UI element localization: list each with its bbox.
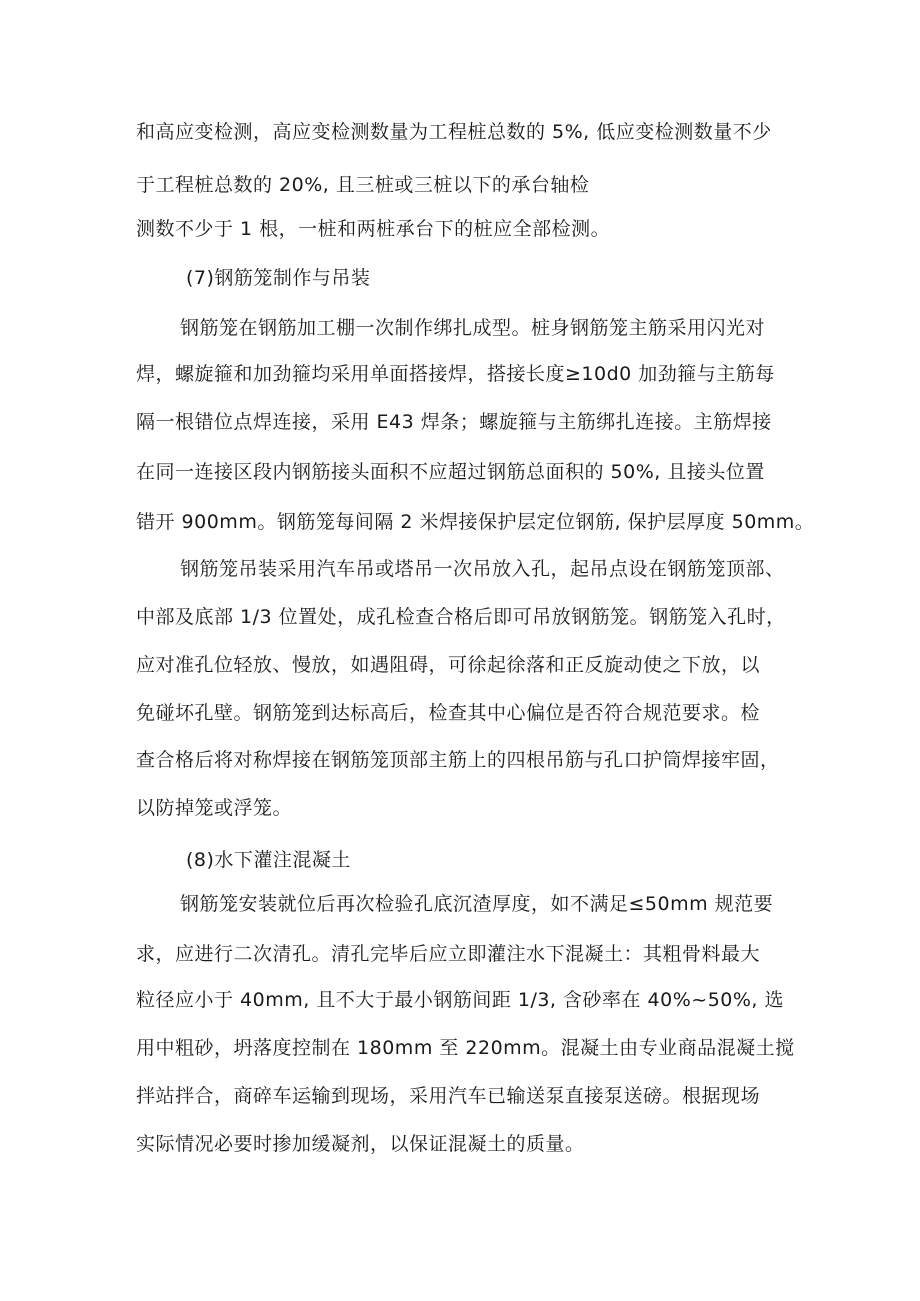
text-line: 拌站拌合，商碎车运输到现场，采用汽车已输送泵直接泵送磅。根据现场 xyxy=(136,1085,761,1107)
text-line: 错开 900mm。钢筋笼每间隔 2 米焊接保护层定位钢筋, 保护层厚度 50mm。 xyxy=(136,511,815,533)
text-line: 中部及底部 1/3 位置处，成孔检查合格后即可吊放钢筋笼。钢筋笼入孔时， xyxy=(136,606,786,628)
text-line: 焊，螺旋箍和加劲箍均采用单面搭接焊，搭接长度≥10d0 加劲箍与主筋每 xyxy=(136,363,775,385)
text-line: 查合格后将对称焊接在钢筋笼顶部主筋上的四根吊筋与孔口护筒焊接牢固， xyxy=(136,749,780,771)
text-line: 粒径应小于 40mm, 且不大于最小钢筋间距 1/3, 含砂率在 40%~50%, 选 xyxy=(136,989,785,1011)
section-heading-7: (7)钢筋笼制作与吊装 xyxy=(186,267,371,289)
text-line: 实际情况必要时掺加缓凝剂，以保证混凝土的质量。 xyxy=(136,1133,585,1155)
text-line: 求，应进行二次清孔。清孔完毕后应立即灌注水下混凝土：其粗骨料最大 xyxy=(136,943,761,965)
section-heading-8: (8)水下灌注混凝土 xyxy=(186,849,351,871)
text-line: 应对准孔位轻放、慢放，如遇阻碍，可徐起徐落和正反旋动使之下放，以 xyxy=(136,654,761,676)
text-line: 于工程桩总数的 20%, 且三桩或三桩以下的承台轴检 xyxy=(136,174,590,196)
text-line: 钢筋笼吊装采用汽车吊或塔吊一次吊放入孔，起吊点设在钢筋笼顶部、 xyxy=(180,558,785,580)
text-line: 测数不少于 1 根，一桩和两桩承台下的桩应全部检测。 xyxy=(136,218,611,240)
text-line: 钢筋笼在钢筋加工棚一次制作绑扎成型。桩身钢筋笼主筋采用闪光对 xyxy=(180,317,766,339)
text-line: 用中粗砂，坍落度控制在 180mm 至 220mm。混凝土由专业商品混凝土搅 xyxy=(136,1037,795,1059)
text-line: 在同一连接区段内钢筋接头面积不应超过钢筋总面积的 50%, 且接头位置 xyxy=(136,461,765,483)
text-line: 隔一根错位点焊连接，采用 E43 焊条；螺旋箍与主筋绑扎连接。主筋焊接 xyxy=(136,411,772,433)
text-line: 钢筋笼安装就位后再次检验孔底沉渣厚度，如不满足≤50mm 规范要 xyxy=(180,893,774,915)
text-line: 和高应变检测，高应变检测数量为工程桩总数的 5%, 低应变检测数量不少 xyxy=(136,121,772,143)
text-line: 免碰坏孔壁。钢筋笼到达标高后，检查其中心偏位是否符合规范要求。检 xyxy=(136,702,761,724)
text-line: 以防掉笼或浮笼。 xyxy=(136,797,293,819)
